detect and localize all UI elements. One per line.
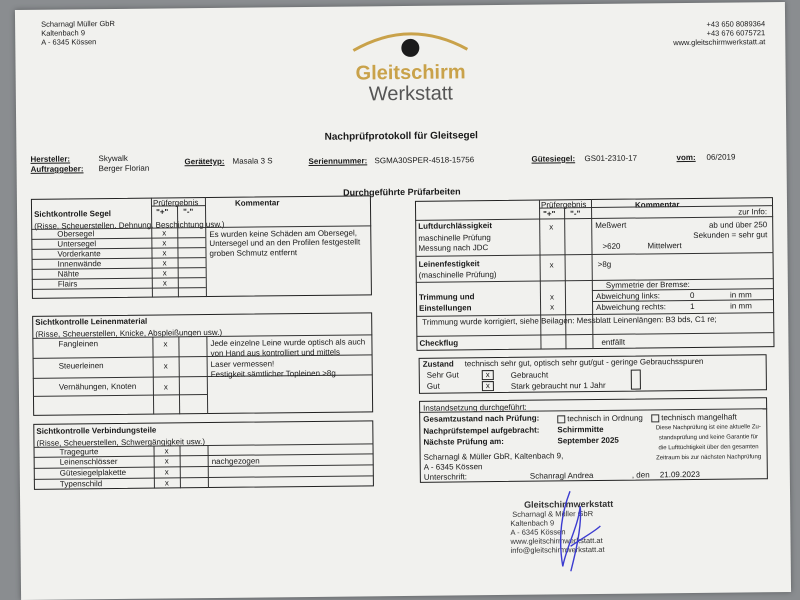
symmetrie-label: Symmetrie der Bremse: xyxy=(605,279,690,290)
verbindung-subtitle: (Risse, Scheuerstellen, Schwergängigkeit usw.) xyxy=(36,437,206,448)
company-street: Kaltenbach 9 xyxy=(41,28,86,38)
leinen-comment: von Hand aus kontrolliert und mittels xyxy=(210,347,340,359)
stamp-title: Gleitschirmwerkstatt xyxy=(524,498,614,510)
geraetetyp-label: Gerätetyp: xyxy=(184,156,225,167)
hinweis-line: die Lufttüchtigkeit über den gesamten xyxy=(658,444,759,452)
website: www.gleitschirmwerkstatt.at xyxy=(673,37,766,48)
segel-mark: x xyxy=(162,238,167,248)
info-line1: ab und über 250 xyxy=(708,220,768,230)
abw-links-value: 0 xyxy=(689,290,695,300)
stamp-line: Kaltenbach 9 xyxy=(510,518,555,528)
naechste-value: September 2025 xyxy=(557,435,619,446)
verbindung-item-leinenschloesser: Leinenschlösser xyxy=(59,456,118,467)
auftraggeber-value: Berger Florian xyxy=(98,163,150,174)
luft-sub1: maschinelle Prüfung xyxy=(418,233,491,243)
leinen-item-vernaehungen: Vernähungen, Knoten xyxy=(58,381,137,392)
phone1: +43 650 8089364 xyxy=(706,19,766,29)
segel-mark: x xyxy=(162,228,167,238)
geraetetyp-value: Masala 3 S xyxy=(232,156,273,166)
right-kommentar-header: Kommentar xyxy=(634,200,680,210)
trimm-note: Trimmung wurde korrigiert, siehe Beilagen: Messblatt Leinenlängen: B3 bds, C1 re; xyxy=(422,314,717,327)
section-title: Durchgeführte Prüfarbeiten xyxy=(343,186,461,198)
mm-unit: in mm xyxy=(730,301,752,311)
segel-title: Sichtkontrolle Segel xyxy=(34,209,112,219)
verbindung-item-tragegurte: Tragegurte xyxy=(59,447,99,457)
company-city: A - 6345 Kössen xyxy=(41,37,97,47)
info-line2: Sekunden = sehr gut xyxy=(693,230,768,240)
zustand-gut: Gut xyxy=(426,381,440,391)
right-plus-header: "+" xyxy=(543,209,556,219)
mittelwert: Mittelwert xyxy=(647,241,682,251)
leinen-title: Sichtkontrolle Leinenmaterial xyxy=(35,316,148,327)
protocol-sheet xyxy=(15,2,791,600)
zustand-mark: x xyxy=(485,381,490,391)
leinenfest-sub: (maschinelle Prüfung) xyxy=(418,270,497,280)
hinweis-line: standsprüfung und keine Garantie für xyxy=(658,434,759,442)
segel-item-untersegel: Untersegel xyxy=(57,239,97,249)
logo xyxy=(335,19,486,106)
phone2: +43 676 6075721 xyxy=(706,28,766,38)
logo-line1: Gleitschirm xyxy=(355,61,466,85)
checkflug-value: entfällt xyxy=(601,337,626,347)
signature-icon xyxy=(540,486,621,577)
segel-comment: Es wurden keine Schäden am Obersegel, xyxy=(209,228,357,240)
minus-header: "-" xyxy=(183,207,194,217)
messwert: Meßwert xyxy=(595,220,627,230)
abw-rechts-label: Abweichung rechts: xyxy=(596,302,666,312)
zustand-mark: x xyxy=(485,370,490,380)
segel-subtitle: (Risse, Scheuerstellen, Dehnung, Beschichtung usw.) xyxy=(34,219,225,231)
page-title: Nachprüfprotokoll für Gleitsegel xyxy=(324,130,479,143)
stempel-label: Nachprüfstempel aufgebracht: xyxy=(423,425,540,436)
leinen-mark: x xyxy=(163,339,168,349)
unterschrift-value: Schanragl Andrea xyxy=(529,471,594,481)
checkbox-bad xyxy=(651,414,659,422)
trimm-title2: Einstellungen xyxy=(419,303,472,313)
leinen-mark: x xyxy=(163,382,168,392)
zustand-stark: Stark gebraucht nur 1 Jahr xyxy=(510,380,606,391)
den-label: , den xyxy=(631,470,650,480)
leinenfest-value: >8g xyxy=(597,259,612,269)
mm-unit: in mm xyxy=(729,290,752,300)
verbindung-mark: x xyxy=(164,478,169,488)
verbindung-item-typenschild: Typenschild xyxy=(59,479,103,489)
unterschrift-label: Unterschrift: xyxy=(423,472,468,482)
segel-item-innenwaende: Innenwände xyxy=(57,259,102,269)
naechste-label: Nächste Prüfung am: xyxy=(423,436,504,447)
leinen-subtitle: (Risse, Scheuerstellen, Knicke, Abspleißungen usw.) xyxy=(35,327,223,339)
seriennummer-value: SGMA30SPER-4518-15756 xyxy=(374,155,475,166)
stamp-line: Scharnagl & Müller GbR xyxy=(512,509,594,519)
trimm-mark: x xyxy=(550,302,555,312)
opt-ok xyxy=(557,413,643,423)
segel-item-obersegel: Obersegel xyxy=(57,229,95,239)
opt-ok-label: technisch in Ordnung xyxy=(567,413,643,424)
trimm-mark: x xyxy=(549,292,555,302)
checkflug-label: Checkflug xyxy=(419,338,459,348)
segel-mark: x xyxy=(162,278,167,288)
verbindung-mark: x xyxy=(164,467,169,477)
segel-item-vorderkante: Vorderkante xyxy=(57,249,101,259)
contact-block xyxy=(615,19,765,48)
opt-bad xyxy=(651,413,737,423)
leinen-comment: Laser vermessen! xyxy=(210,359,275,370)
zustand-gebraucht: Gebraucht xyxy=(510,370,549,380)
gesamt-label: Gesamtzustand nach Prüfung: xyxy=(423,413,540,424)
vom-label: vom: xyxy=(676,152,696,163)
verbindung-mark: x xyxy=(164,446,169,456)
segel-item-flairs: Flairs xyxy=(57,279,78,289)
verbindung-title: Sichtkontrolle Verbindungsteile xyxy=(36,425,157,436)
paraglider-logo-icon xyxy=(335,19,485,61)
segel-mark: x xyxy=(162,248,167,258)
plus-header: "+" xyxy=(156,207,169,217)
segel-comment: Untersegel und an den Profilen festgestellt xyxy=(209,237,361,249)
company-name: Scharnagl Müller GbR xyxy=(41,19,115,29)
zustand-desc: technisch sehr gut, optisch sehr gut/gut - geringe Gebrauchsspuren xyxy=(464,356,704,369)
zustand-label: Zustand xyxy=(422,359,454,369)
hinweis-block xyxy=(649,422,767,463)
checkbox-ok xyxy=(557,415,565,423)
abw-links-label: Abweichung links: xyxy=(595,291,661,301)
trimm-title1: Trimmung und xyxy=(418,292,475,302)
zustand-sehr-gut: Sehr Gut xyxy=(426,370,459,380)
right-minus-header: "-" xyxy=(570,209,581,219)
luft-sub2: Messung nach JDC xyxy=(418,243,489,253)
company-address xyxy=(41,19,115,47)
hersteller-label: Hersteller: xyxy=(30,154,71,164)
guetesiegel-value: GS01-2310-17 xyxy=(584,153,638,164)
seriennummer-label: Seriennummer: xyxy=(308,156,368,166)
instand-title: Instandsetzung durchgeführt: xyxy=(423,402,527,413)
pruefergebnis-label: Prüfergebnis xyxy=(152,198,199,208)
luft-title: Luftdurchlässigkeit xyxy=(418,221,493,231)
hinweis-line: Diese Nachprüfung ist eine aktuelle Zu- xyxy=(655,424,761,432)
segel-mark: x xyxy=(162,268,167,278)
checkbox-gebraucht xyxy=(631,370,641,390)
auftraggeber-label: Auftraggeber: xyxy=(30,164,84,174)
luft-mark: x xyxy=(549,222,554,232)
verbindung-item-guetesiegelplakette: Gütesiegelplakette xyxy=(59,467,127,478)
kommentar-header: Kommentar xyxy=(234,198,280,208)
stamp-line: info@gleitschirmwerkstatt.at xyxy=(510,544,605,555)
leinenfest-mark: x xyxy=(549,260,554,270)
segel-mark: x xyxy=(162,258,167,268)
logo-line2: Werkstatt xyxy=(368,82,453,106)
abw-rechts-value: 1 xyxy=(690,301,695,311)
leinen-comment: Jede einzelne Leine wurde optisch als auch xyxy=(210,337,366,349)
leinen-comment: Festigkeit sämtlicher Topleinen >8g xyxy=(210,368,336,380)
stamp-line: www.gleitschirmwerkstatt.at xyxy=(510,535,603,546)
leinenfest-title: Leinenfestigkeit xyxy=(418,259,480,269)
datum-value: 21.09.2023 xyxy=(659,469,700,480)
opt-bad-label: technisch mangelhaft xyxy=(661,412,737,423)
right-pruefergebnis-label: Prüfergebnis xyxy=(540,200,587,210)
hinweis-line: Zeitraum bis zur nächsten Nachprüfung xyxy=(656,454,762,462)
leinen-item-steuerleinen: Steuerleinen xyxy=(58,361,104,371)
hersteller-value: Skywalk xyxy=(98,153,128,164)
vom-value: 06/2019 xyxy=(706,152,736,162)
stamp-line: A - 6345 Kössen xyxy=(510,527,566,537)
verbindung-comment: nachgezogen xyxy=(211,456,260,467)
guetesiegel-label: Gütesiegel: xyxy=(531,154,576,164)
instand-company: Scharnagl & Müller GbR, Kaltenbach 9, xyxy=(423,451,564,462)
segel-item-naehte: Nähte xyxy=(57,269,80,279)
leinen-mark: x xyxy=(163,361,168,371)
verbindung-mark: x xyxy=(164,456,169,466)
zur-info: zur Info: xyxy=(738,207,768,217)
messwert-value: >620 xyxy=(602,241,621,251)
segel-comment: groben Schmutz entfernt xyxy=(209,248,298,259)
leinen-item-fangleinen: Fangleinen xyxy=(58,339,99,349)
instand-city: A - 6345 Kössen xyxy=(423,462,483,472)
stempel-value: Schirmmitte xyxy=(557,424,604,435)
